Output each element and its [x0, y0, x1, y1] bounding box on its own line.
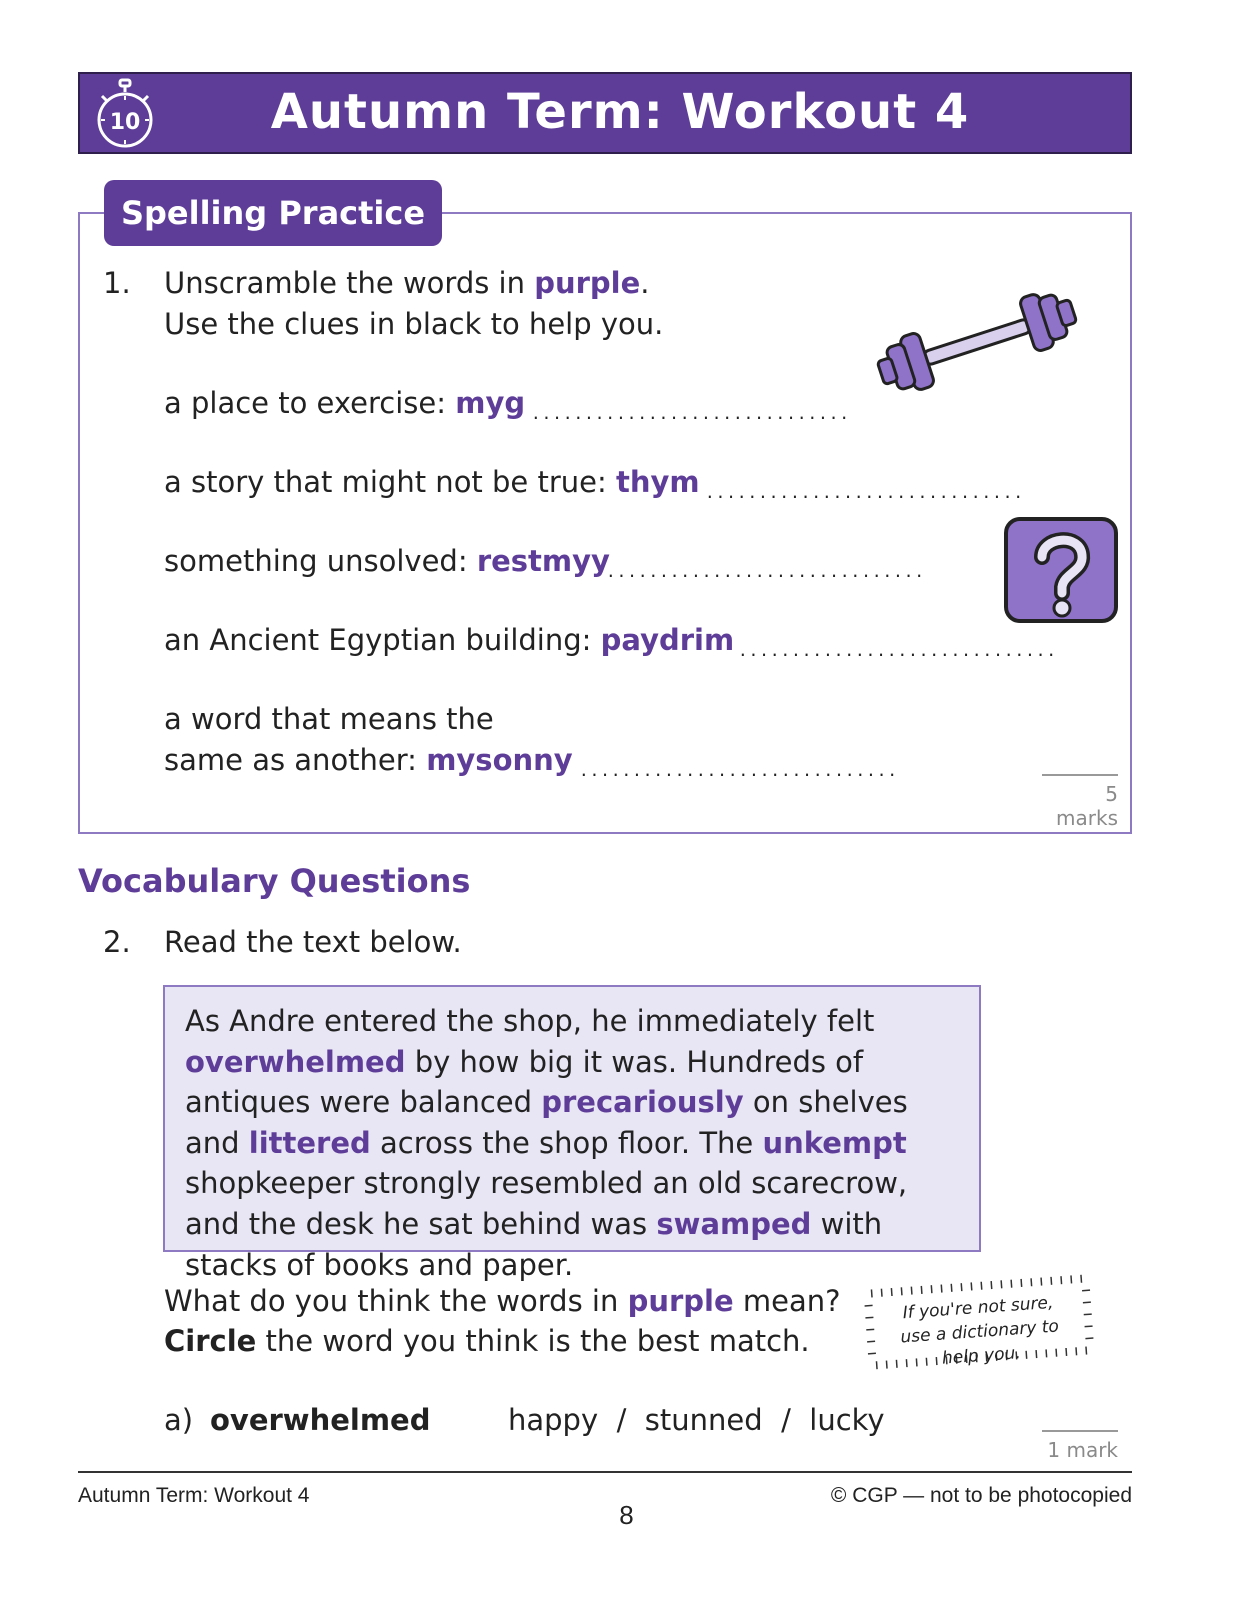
purple-keyword: purple	[627, 1284, 734, 1318]
marks-label: 1 mark	[1042, 1430, 1118, 1462]
vocab-word: precariously	[541, 1085, 744, 1120]
question-number: 2.	[103, 925, 131, 959]
spelling-section-tab: Spelling Practice	[104, 180, 442, 246]
tip-text: If you're not sure, use a dictionary to help you.	[899, 1292, 1060, 1369]
instruction-line: Read the text below.	[164, 925, 462, 959]
reading-passage: As Andre entered the shop, he immediately felt overwhelmed by how big it was. Hundreds of antiques were balanced precariously on shelves and littered across the shop floor. The unkempt shopkeeper strongly resembled an old scarecrow, and the desk he sat behind was swamped with stacks of books and paper.	[163, 985, 981, 1252]
dumbbell-icon	[872, 288, 1082, 396]
instruction-line: Unscramble the words in purple.	[164, 266, 650, 300]
answer-line[interactable]: ..............................	[606, 562, 925, 581]
question-text: What do you think the words in purple mean?	[164, 1284, 841, 1318]
answer-options[interactable]: happy / stunned / lucky	[508, 1403, 885, 1437]
scrambled-word: mysonny	[426, 743, 573, 777]
scrambled-word: myg	[455, 386, 526, 420]
vocab-word: overwhelmed	[210, 1403, 431, 1437]
footer-title: Autumn Term: Workout 4	[78, 1484, 310, 1507]
answer-line[interactable]: ..............................	[531, 404, 850, 423]
scrambled-word: paydrim	[600, 623, 735, 657]
answer-line[interactable]: ..............................	[705, 483, 1024, 502]
section-heading: Vocabulary Questions	[78, 862, 471, 900]
purple-keyword: purple	[534, 266, 641, 300]
header-banner	[78, 72, 1132, 154]
answer-line[interactable]: ..............................	[579, 761, 898, 780]
question-number: 1.	[103, 266, 131, 300]
marks-label: 5 marks	[1042, 774, 1118, 830]
clue-item: a story that might not be true: thym	[164, 465, 700, 499]
clue-item: something unsolved: restmyy	[164, 544, 610, 578]
vocab-word: littered	[248, 1125, 371, 1160]
vocab-word: swamped	[656, 1206, 812, 1241]
instruction-line: Use the clues in black to help you.	[164, 307, 664, 341]
clue-item: same as another: mysonny	[164, 743, 573, 777]
copyright-notice: © CGP — not to be photocopied	[830, 1484, 1132, 1507]
clue-item: a word that means the	[164, 702, 494, 736]
vocab-word: overwhelmed	[185, 1044, 406, 1079]
question-mark-icon	[1002, 515, 1120, 625]
page-title: Autumn Term: Workout 4	[270, 84, 970, 140]
clue-item: a place to exercise: myg	[164, 386, 526, 420]
scrambled-word: thym	[616, 465, 700, 499]
scrambled-word: restmyy	[476, 544, 610, 578]
page-number: 8	[619, 1500, 634, 1530]
tip-note	[861, 1272, 1096, 1372]
question-part-label: a)	[164, 1403, 194, 1437]
answer-line[interactable]: ..............................	[738, 641, 1057, 660]
footer-divider	[78, 1471, 1132, 1473]
svg-text:10: 10	[109, 110, 141, 135]
clue-item: an Ancient Egyptian building: paydrim	[164, 623, 735, 657]
vocab-word: unkempt	[762, 1125, 907, 1160]
question-text: Circle the word you think is the best match.	[164, 1324, 810, 1358]
